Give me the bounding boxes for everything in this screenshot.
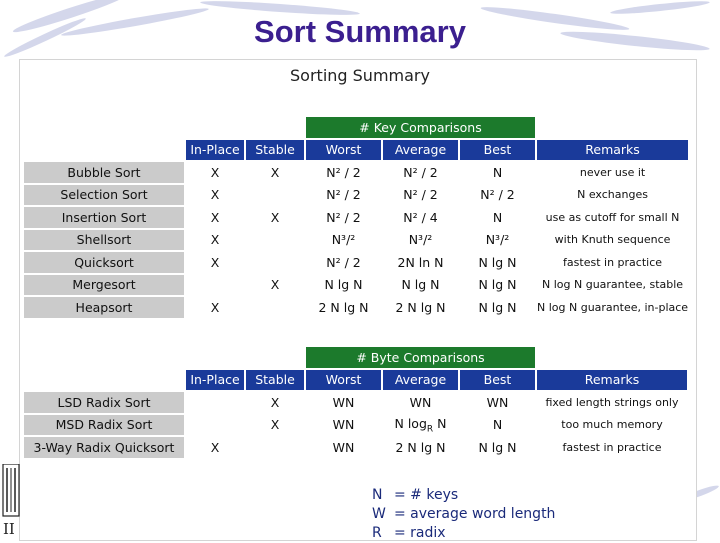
table-cell: X — [186, 297, 244, 318]
table-row — [24, 162, 688, 183]
column-header: In-Place — [186, 140, 244, 161]
table-cell: X — [246, 415, 304, 436]
table-row — [24, 297, 688, 318]
table-cell: N² / 2 — [306, 185, 381, 206]
table-cell: X — [186, 162, 244, 183]
table-cell: X — [186, 230, 244, 251]
table-cell: WN — [460, 392, 535, 413]
legend-item: N = # keys — [372, 487, 459, 503]
table-cell: WN — [306, 392, 381, 413]
table-cell: N² / 2 — [306, 207, 381, 228]
sheet-title: Sorting Summary — [290, 66, 430, 85]
row-name: MSD Radix Sort — [24, 415, 184, 436]
column-header: Average — [383, 140, 458, 161]
column-header: In-Place — [186, 370, 244, 391]
remark-cell: use as cutoff for small N — [537, 207, 688, 228]
table-cell: X — [186, 437, 244, 458]
table-cell: X — [186, 185, 244, 206]
table-cell: N² / 4 — [383, 207, 458, 228]
table-cell: 2 N lg N — [383, 297, 458, 318]
remark-cell: fastest in practice — [537, 252, 688, 273]
legend-item: W = average word length — [372, 506, 556, 522]
table-cell: WN — [306, 415, 381, 436]
header-row — [24, 370, 687, 391]
table-cell: N lg N — [383, 275, 458, 296]
table-cell: N³/² — [460, 230, 535, 251]
table-cell: N³/² — [306, 230, 381, 251]
column-header: Stable — [246, 140, 304, 161]
column-header: Stable — [246, 370, 304, 391]
column-header: Remarks — [537, 370, 687, 391]
table-cell: N² / 2 — [306, 162, 381, 183]
table-cell: X — [246, 275, 304, 296]
table-cell — [186, 392, 244, 413]
remark-cell: fixed length strings only — [537, 392, 687, 413]
remark-cell: fastest in practice — [537, 437, 687, 458]
table-cell: 2 N lg N — [306, 297, 381, 318]
row-name: Quicksort — [24, 252, 184, 273]
table-cell: X — [186, 252, 244, 273]
table-cell: N lg N — [460, 297, 535, 318]
row-name: LSD Radix Sort — [24, 392, 184, 413]
table-row — [24, 252, 688, 273]
table-cell: N lg N — [460, 252, 535, 273]
table-cell: N lg N — [460, 437, 535, 458]
remark-cell: too much memory — [537, 415, 687, 436]
row-name: 3-Way Radix Quicksort — [24, 437, 184, 458]
table-row — [24, 207, 688, 228]
table-cell: 2 N lg N — [383, 437, 458, 458]
remark-cell: N exchanges — [537, 185, 688, 206]
table-cell: N² / 2 — [460, 185, 535, 206]
remark-cell: with Knuth sequence — [537, 230, 688, 251]
table-cell — [246, 185, 304, 206]
table-cell: N² / 2 — [383, 185, 458, 206]
table-row — [24, 230, 688, 251]
row-name: Shellsort — [24, 230, 184, 251]
table-cell: X — [246, 162, 304, 183]
table-row — [24, 415, 687, 436]
legend-item: R = radix — [372, 525, 446, 541]
table-cell: X — [246, 207, 304, 228]
row-name: Mergesort — [24, 275, 184, 296]
institution-logo — [2, 464, 20, 538]
svg-text:II: II — [3, 520, 15, 538]
table-cell: N² / 2 — [306, 252, 381, 273]
column-header: Worst — [306, 140, 381, 161]
table-cell: 2N ln N — [383, 252, 458, 273]
row-name: Selection Sort — [24, 185, 184, 206]
row-name: Bubble Sort — [24, 162, 184, 183]
table-cell: N lg N — [306, 275, 381, 296]
group-header: # Byte Comparisons — [306, 347, 535, 368]
table-cell: WN — [306, 437, 381, 458]
remark-cell: N log N guarantee, stable — [537, 275, 688, 296]
slide-title: Sort Summary — [254, 14, 466, 49]
table-cell: N lg N — [460, 275, 535, 296]
row-name: Insertion Sort — [24, 207, 184, 228]
table-cell — [246, 297, 304, 318]
row-name: Heapsort — [24, 297, 184, 318]
remark-cell: N log N guarantee, in-place — [537, 297, 688, 318]
column-header: Remarks — [537, 140, 688, 161]
table-cell — [246, 252, 304, 273]
table-cell: X — [186, 207, 244, 228]
table-cell: N — [460, 207, 535, 228]
table-cell — [186, 415, 244, 436]
legend — [372, 486, 555, 543]
table-row — [24, 275, 688, 296]
column-header: Worst — [306, 370, 381, 391]
group-header: # Key Comparisons — [306, 117, 535, 138]
table-cell: X — [246, 392, 304, 413]
byte-comparisons-table — [22, 345, 689, 460]
table-cell: N² / 2 — [383, 162, 458, 183]
header-row — [24, 140, 688, 161]
table-cell: N — [460, 162, 535, 183]
table-row — [24, 185, 688, 206]
column-header: Best — [460, 140, 535, 161]
table-row — [24, 437, 687, 458]
table-cell: WN — [383, 392, 458, 413]
table-cell: N³/² — [383, 230, 458, 251]
table-cell — [186, 275, 244, 296]
table-cell: N $\log_R N$ — [383, 415, 458, 436]
table-cell: N — [460, 415, 535, 436]
table-row — [24, 392, 687, 413]
column-header: Best — [460, 370, 535, 391]
table-cell — [246, 437, 304, 458]
table-cell — [246, 230, 304, 251]
key-comparisons-table — [22, 115, 690, 320]
column-header: Average — [383, 370, 458, 391]
remark-cell: never use it — [537, 162, 688, 183]
